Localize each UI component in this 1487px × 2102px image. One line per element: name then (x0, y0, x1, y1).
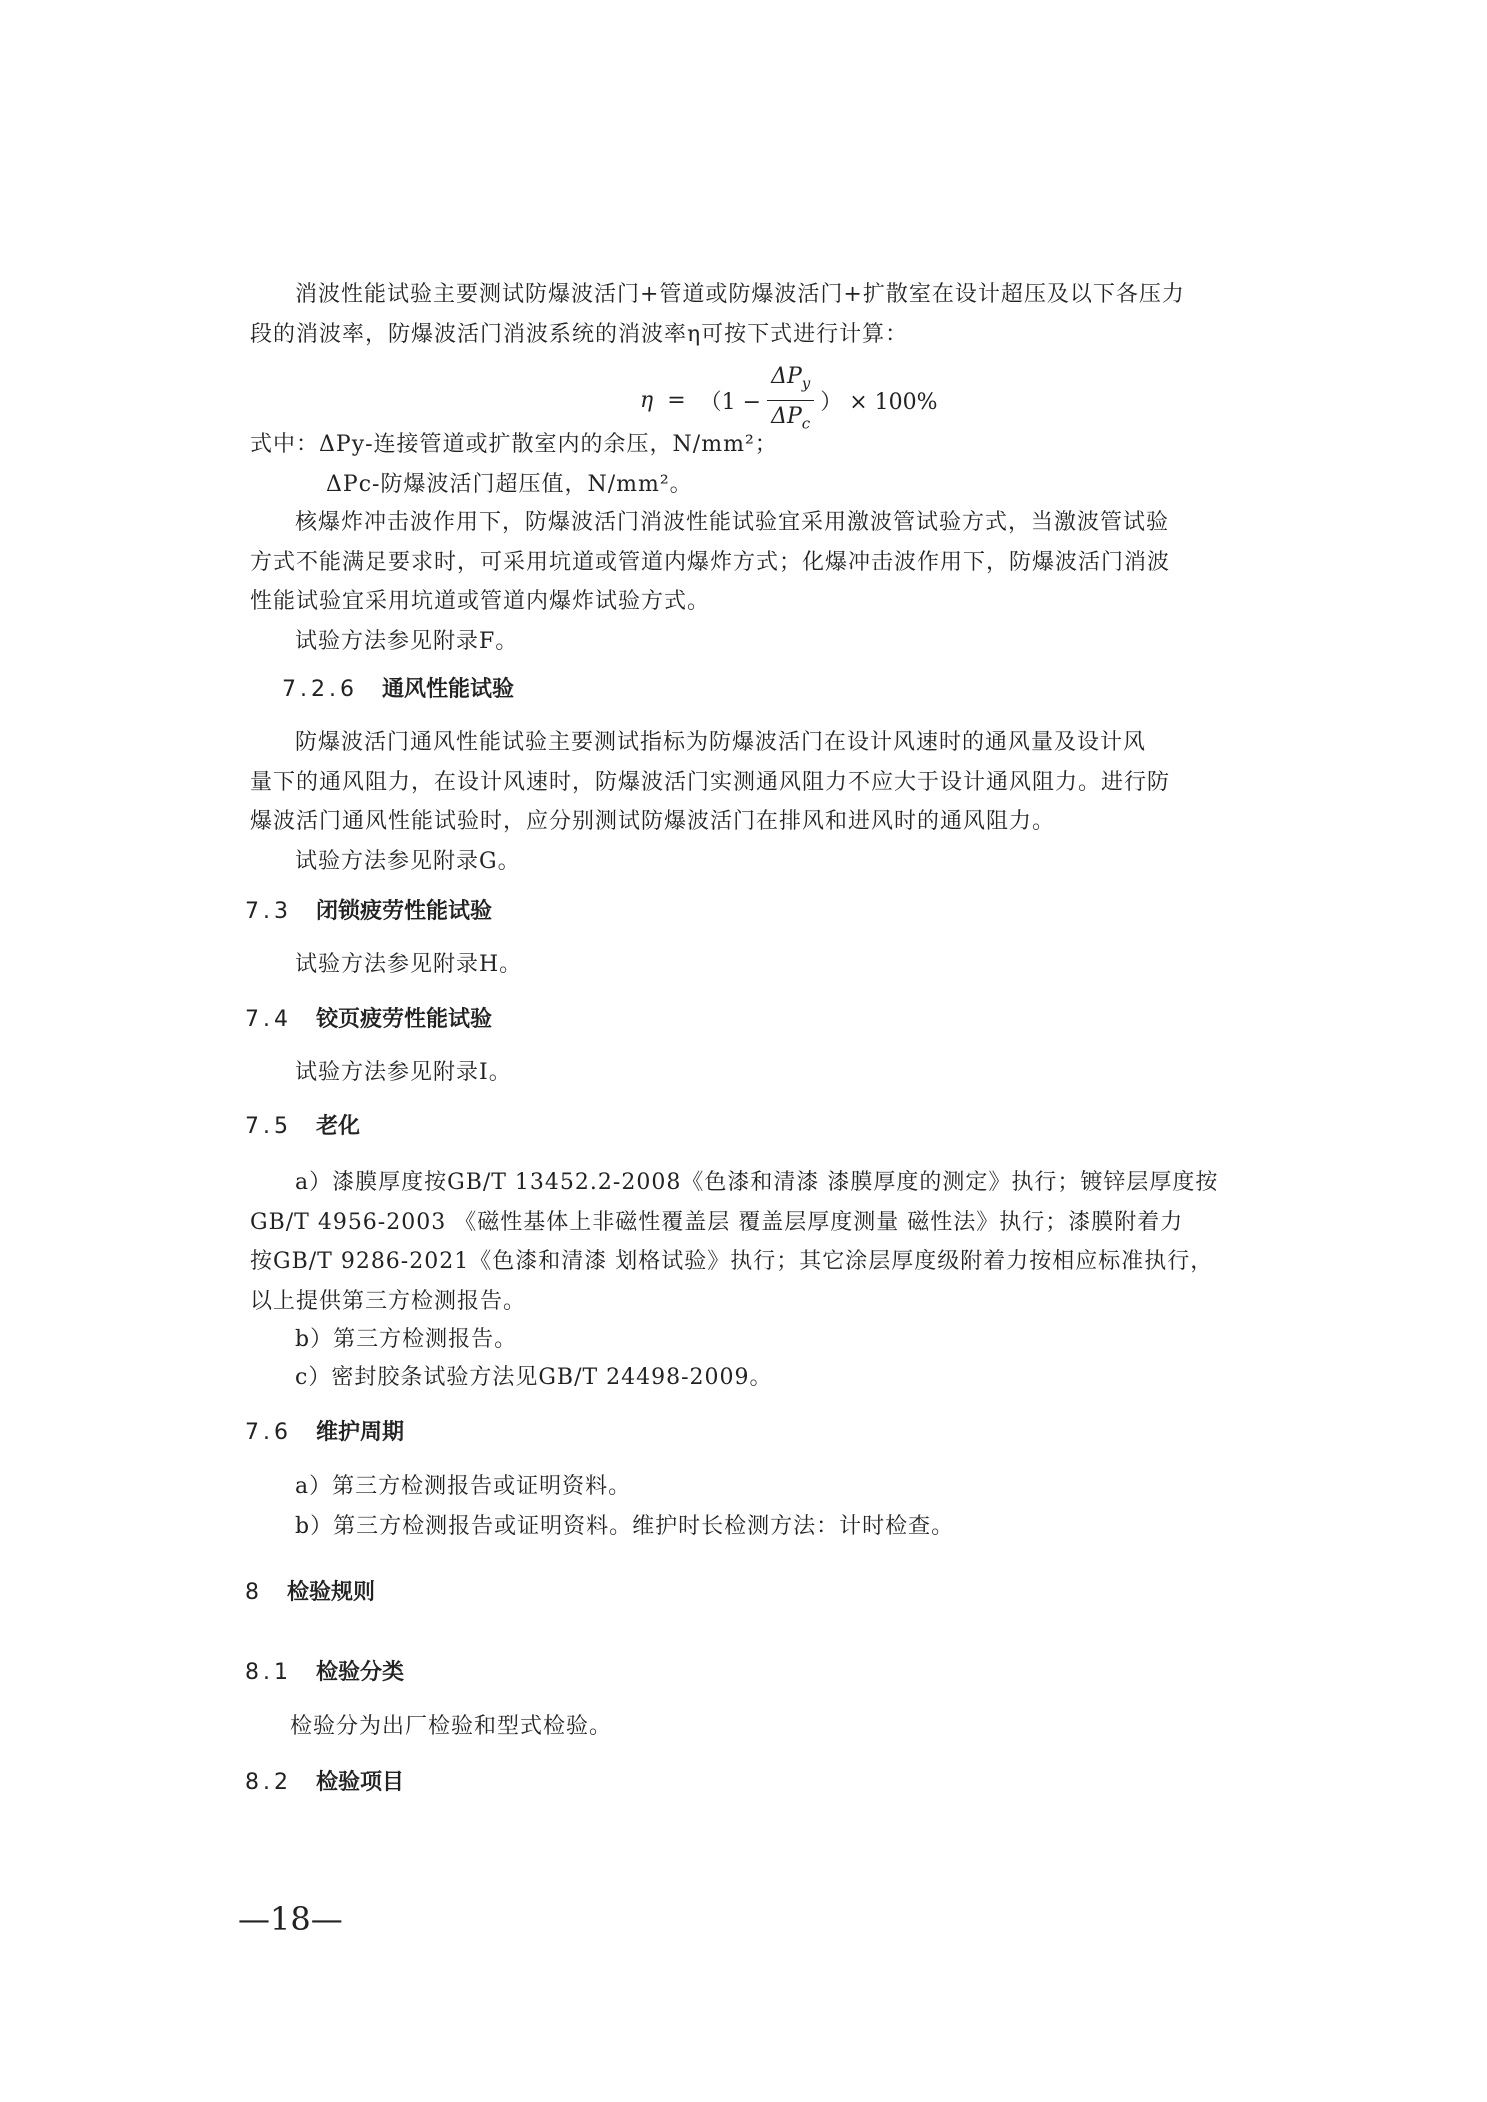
formula-numerator: $\Delta P_y$ (767, 363, 814, 400)
formula-lhs: η (640, 387, 654, 413)
paragraph-line: GB/T 4956-2003 《磁性基体上非磁性覆盖层 覆盖层厚度测量 磁性法》执行；漆膜附着力 (250, 1210, 1184, 1235)
formula-close: ） × 100% (820, 389, 938, 415)
formula-equals: = (667, 387, 686, 413)
formula-denominator: $\Delta P_c$ (771, 403, 811, 432)
paragraph-line: 检验分为出厂检验和型式检验。 (290, 1714, 613, 1739)
paragraph-line: 量下的通风阻力，在设计风速时，防爆波活门实测通风阻力不应大于设计通风阻力。进行防 (250, 770, 1171, 795)
paragraph-line: 核爆炸冲击波作用下，防爆波活门消波性能试验宜采用激波管试验方式，当激波管试验 (295, 510, 1170, 535)
where-line: ΔPc-防爆波活门超压值，N/mm²。 (326, 472, 693, 497)
list-item: b）第三方检测报告。 (295, 1327, 518, 1352)
page-number: —18— (238, 1900, 343, 1938)
list-item: c）密封胶条试验方法见GB/T 24498-2009。 (295, 1365, 773, 1390)
formula-open: （1 − (699, 389, 762, 415)
section-heading-7-2-6: 7.2.6 通风性能试验 (282, 677, 514, 702)
section-heading-8-1: 8.1 检验分类 (245, 1660, 405, 1685)
section-heading-7-5: 7.5 老化 (245, 1114, 361, 1139)
paragraph-line: 消波性能试验主要测试防爆波活门+管道或防爆波活门+扩散室在设计超压及以下各压力 (295, 282, 1185, 307)
section-heading-8: 8 检验规则 (245, 1580, 376, 1605)
paragraph-line: 性能试验宜采用坑道或管道内爆炸试验方式。 (250, 589, 711, 614)
paragraph-line: 以上提供第三方检测报告。 (250, 1289, 527, 1314)
paragraph-line: 段的消波率，防爆波活门消波系统的消波率η可按下式进行计算： (250, 322, 909, 347)
paragraph-line: 试验方法参见附录H。 (295, 952, 523, 977)
paragraph-line: 试验方法参见附录G。 (295, 849, 521, 874)
paragraph-line: 防爆波活门通风性能试验主要测试指标为防爆波活门在设计风速时的通风量及设计风 (295, 730, 1147, 755)
paragraph-line: 爆波活门通风性能试验时，应分别测试防爆波活门在排风和进风时的通风阻力。 (250, 809, 1056, 834)
list-item: a）第三方检测报告或证明资料。 (295, 1474, 632, 1499)
efficiency-formula (640, 360, 938, 440)
section-heading-8-2: 8.2 检验项目 (245, 1770, 405, 1795)
paragraph-line: a）漆膜厚度按GB/T 13452.2-2008《色漆和清漆 漆膜厚度的测定》执行；镀锌层厚度按 (295, 1170, 1219, 1195)
section-heading-7-6: 7.6 维护周期 (245, 1420, 405, 1445)
paragraph-line: 试验方法参见附录I。 (295, 1060, 512, 1085)
list-item: b）第三方检测报告或证明资料。维护时长检测方法：计时检查。 (295, 1514, 955, 1539)
where-line: 式中：ΔPy-连接管道或扩散室内的余压，N/mm²； (250, 432, 778, 457)
paragraph-line: 方式不能满足要求时，可采用坑道或管道内爆炸方式；化爆冲击波作用下，防爆波活门消波 (250, 550, 1171, 575)
section-heading-7-4: 7.4 铰页疲劳性能试验 (245, 1007, 493, 1032)
section-heading-7-3: 7.3 闭锁疲劳性能试验 (245, 899, 493, 924)
formula-fraction (767, 363, 814, 437)
paragraph-line: 按GB/T 9286-2021《色漆和清漆 划格试验》执行；其它涂层厚度级附着力按相应标准执行， (250, 1249, 1214, 1274)
paragraph-line: 试验方法参见附录F。 (295, 629, 519, 654)
